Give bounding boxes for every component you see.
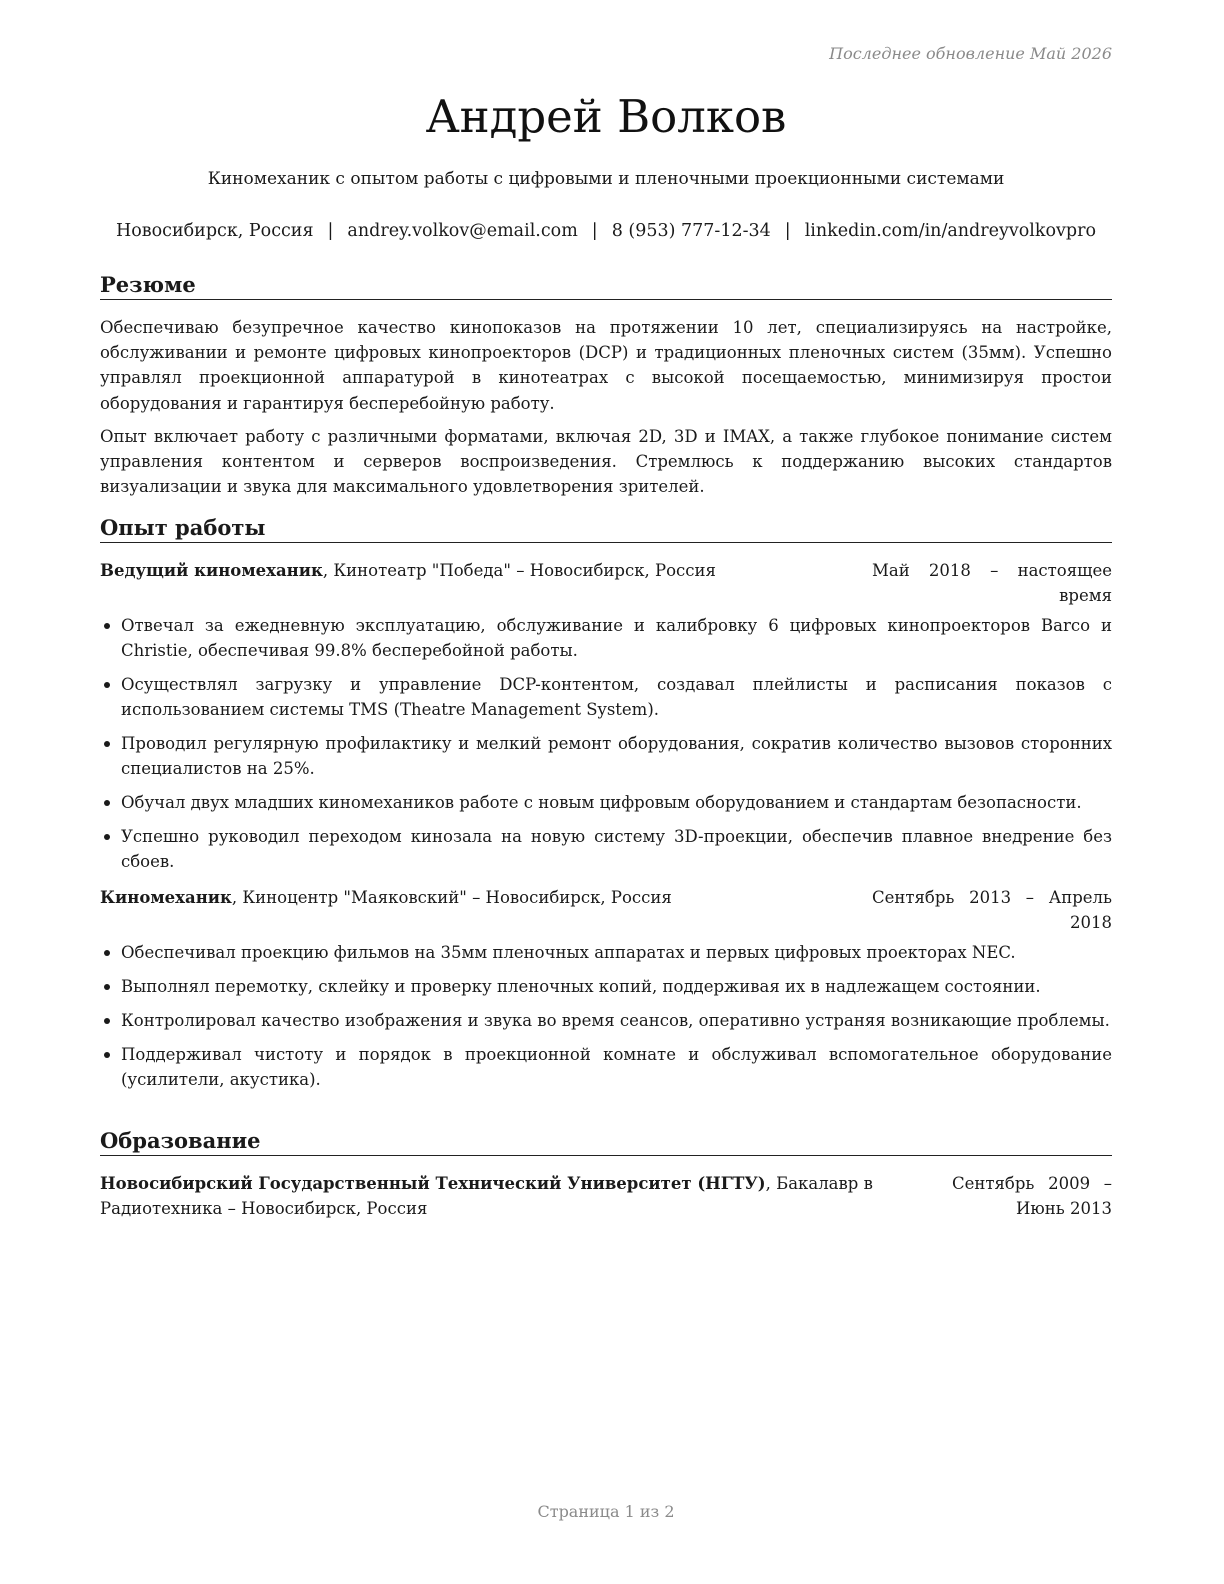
job-bullets [100,940,1112,1101]
education-entry [100,1171,1112,1221]
contact-separator: | [591,221,598,241]
headline: Киномеханик с опытом работы с цифровыми и пленочными проекционными системами [207,169,1005,189]
contact-phone: 8 (953) 777-12-34 [611,221,771,241]
section-title-experience: Опыт работы [100,514,1112,543]
contact-email[interactable]: andrey.volkov@email.com [347,221,578,241]
education-institution: Новосибирский Государственный Технический Университет (НГТУ) [100,1174,766,1193]
list-item: Обучал двух младших киномехаников работе с новым цифровым оборудованием и стандартам безопасности. [100,790,1112,815]
job-header [100,558,1112,608]
list-item: Контролировал качество изображения и звука во время сеансов, оперативно устраняя возникающие проблемы. [100,1008,1112,1033]
job-dates: Сентябрь 2013 – Апрель 2018 [872,888,1112,932]
job-dates: Май 2018 – настоящее время [872,561,1112,605]
contact-location: Новосибирск, Россия [115,221,314,241]
education-degree: , Бакалавр в Радиотехника – Новосибирск, Россия [100,1174,873,1218]
job-employer: , Кинотеатр "Победа" – Новосибирск, Россия [322,561,716,580]
job-employer: , Киноцентр "Маяковский" – Новосибирск, Россия [231,888,672,907]
candidate-name: Андрей Волков [425,90,787,143]
job-role: Киномеханик [100,888,232,907]
section-title-education: Образование [100,1127,1112,1156]
list-item: Отвечал за ежедневную эксплуатацию, обслуживание и калибровку 6 цифровых кинопроекторов Barco и Christie, обеспечивая 99.8% бесперебойной работы. [100,613,1112,663]
list-item: Поддерживал чистоту и порядок в проекционной комнате и обслуживал вспомогательное оборудование (усилители, акустика). [100,1042,1112,1092]
section-title-summary: Резюме [100,271,1112,300]
list-item: Выполнял перемотку, склейку и проверку пленочных копий, поддерживая их в надлежащем состоянии. [100,974,1112,999]
job-bullets [100,613,1112,883]
last-updated: Последнее обновление Май 2026 [829,44,1112,63]
job-title-line [100,885,672,910]
education-institution-line [100,1171,910,1221]
education-dates: Сентябрь 2009 – Июнь 2013 [952,1174,1112,1218]
contact-separator: | [327,221,334,241]
summary-paragraph: Опыт включает работу с различными форматами, включая 2D, 3D и IMAX, а также глубокое понимание систем управления контентом и серверов воспроизведения. Стремлюсь к поддержанию высоких стандартов визуализации и звука для максимального удовлетворения зрителей. [100,427,1112,497]
list-item: Осуществлял загрузку и управление DCP-контентом, создавал плейлисты и расписания показов с использованием системы TMS (Theatre Management System). [100,672,1112,722]
contact-separator: | [784,221,791,241]
contact-line [80,219,1132,243]
contact-linkedin[interactable]: linkedin.com/in/andreyvolkovpro [804,221,1097,241]
job-role: Ведущий киномеханик [100,561,323,580]
job-header [100,885,1112,935]
job-title-line [100,558,716,583]
list-item: Обеспечивал проекцию фильмов на 35мм пленочных аппаратах и первых цифровых проекторах NEC. [100,940,1112,965]
list-item: Успешно руководил переходом кинозала на новую систему 3D-проекции, обеспечив плавное внедрение без сбоев. [100,824,1112,874]
page-number: Страница 1 из 2 [537,1502,675,1521]
list-item: Проводил регулярную профилактику и мелкий ремонт оборудования, сократив количество вызовов сторонних специалистов на 25%. [100,731,1112,781]
summary-paragraph: Обеспечиваю безупречное качество кинопоказов на протяжении 10 лет, специализируясь на настройке, обслуживании и ремонте цифровых кинопроекторов (DCP) и традиционных пленочных систем (35мм). Успешно управлял проекционной аппаратурой в кинотеатрах с высокой посещаемостью, минимизируя простои оборудования и гарантируя бесперебойную работу. [100,318,1112,413]
